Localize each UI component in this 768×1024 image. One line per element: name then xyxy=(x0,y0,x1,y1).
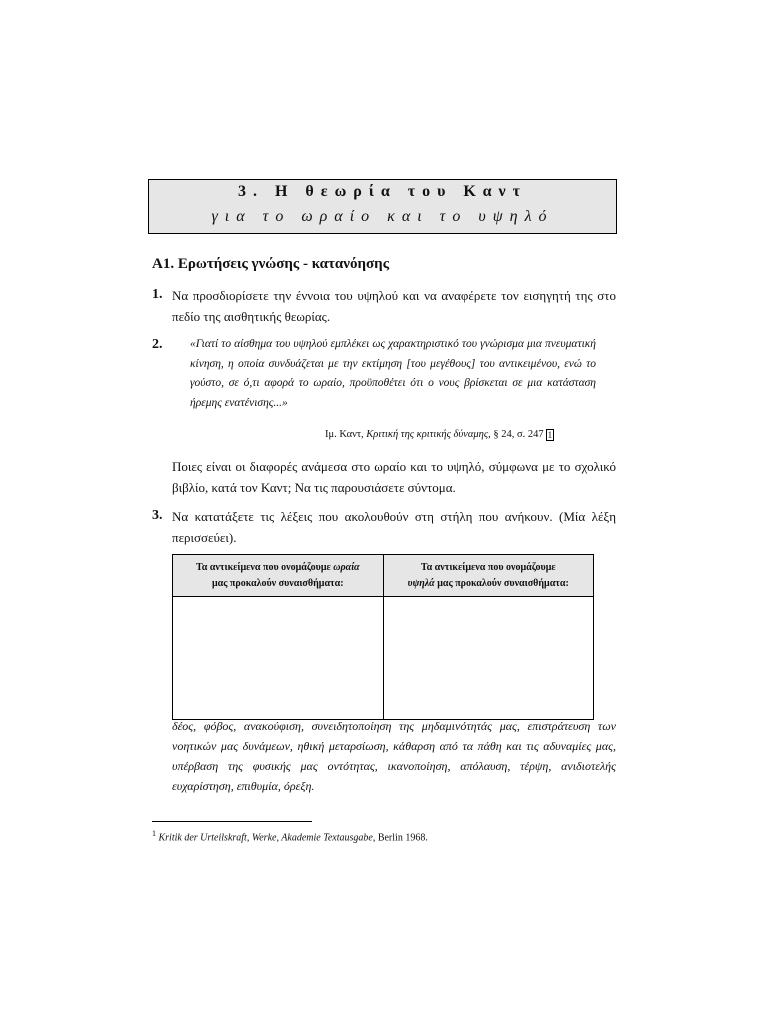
header-text: Τα αντικείμενα που ονομάζουμε xyxy=(195,561,334,573)
question-2-citation xyxy=(325,429,554,441)
footnote-reference[interactable]: 1 xyxy=(547,430,553,440)
column-header-beautiful xyxy=(173,555,384,597)
chapter-title-line1: 3. Η θεωρία του Καντ xyxy=(237,183,528,200)
answer-cell-sublime[interactable] xyxy=(383,597,594,720)
header-emphasis: ωραία xyxy=(333,561,360,573)
header-text: μας προκαλούν συναισθήματα: xyxy=(434,577,569,589)
question-2-text: Ποιες είναι οι διαφορές ανάμεσα στο ωραίο και το υψηλό, σύμφωνα με το σχολικό βιβλίο, κατά τον Καντ; Να τις παρουσιάσετε σύντομα. xyxy=(172,459,616,495)
question-1-number: 1. xyxy=(152,287,163,302)
chapter-title-line2: για το ωραίο και το υψηλό xyxy=(211,208,554,225)
citation-pages: , § 24, σ. 247 xyxy=(488,429,544,440)
footnote-mark: 1 xyxy=(152,829,156,838)
question-3-word-list: δέος, φόβος, ανακούφιση, συνειδητοποίηση της μηδαμινότητάς μας, επιστράτευση των νοητικών μας δυνάμεων, ηθική μεταρσίωση, κάθαρση από τα πάθη και τις αδυναμίες μας, υπέρβαση της φυσικής μας οντότητας, ικανοποίηση, απόλαυση, τέρψη, ανιδιοτελής ευχαρίστηση, επιθυμία, όρεξη. xyxy=(172,719,616,793)
citation-work: Κριτική της κριτικής δύναμης xyxy=(366,429,489,440)
classification-table xyxy=(172,554,594,720)
answer-cell-beautiful[interactable] xyxy=(173,597,384,720)
question-2-quote: «Γιατί το αίσθημα του υψηλού εμπλέκει ως χαρακτηριστικό του γνώρισμα μια πνευματική κίνηση, η οποία συνδυάζεται με την εκτίμηση [του μεγέθους] του αντικειμένου, ενώ το γούστο, σε ό,τι αφορά το ωραίο, προϋποθέτει ότι ο νους βρίσκεται σε μια κατάσταση ήρεμης ενατένισης...» xyxy=(190,338,596,409)
footnote-work: Kritik der Urteilskraft, Werke, Akademie Textausgabe xyxy=(158,832,373,844)
footnote xyxy=(152,829,428,843)
question-3-text: Να κατατάξετε τις λέξεις που ακολουθούν στη στήλη που ανήκουν. (Μία λέξη περισσεύει). xyxy=(172,509,616,545)
question-2-number: 2. xyxy=(152,337,163,352)
footnote-rest: , Berlin 1968. xyxy=(372,832,428,844)
citation-author: Ιμ. Καντ, xyxy=(325,429,367,440)
chapter-title-box xyxy=(148,179,617,234)
footnote-divider xyxy=(152,821,312,822)
section-heading: Α1. Ερωτήσεις γνώσης - κατανόησης xyxy=(152,256,390,272)
header-text: Τα αντικείμενα που ονομάζουμε xyxy=(420,561,556,573)
question-1-text: Να προσδιορίσετε την έννοια του υψηλού και να αναφέρετε τον εισηγητή της στο πεδίο της αισθητικής θεωρίας. xyxy=(172,288,616,324)
header-text: μας προκαλούν συναισθήματα: xyxy=(211,577,344,589)
header-emphasis: υψηλά xyxy=(407,577,435,589)
question-3-number: 3. xyxy=(152,508,163,523)
column-header-sublime xyxy=(383,555,594,597)
